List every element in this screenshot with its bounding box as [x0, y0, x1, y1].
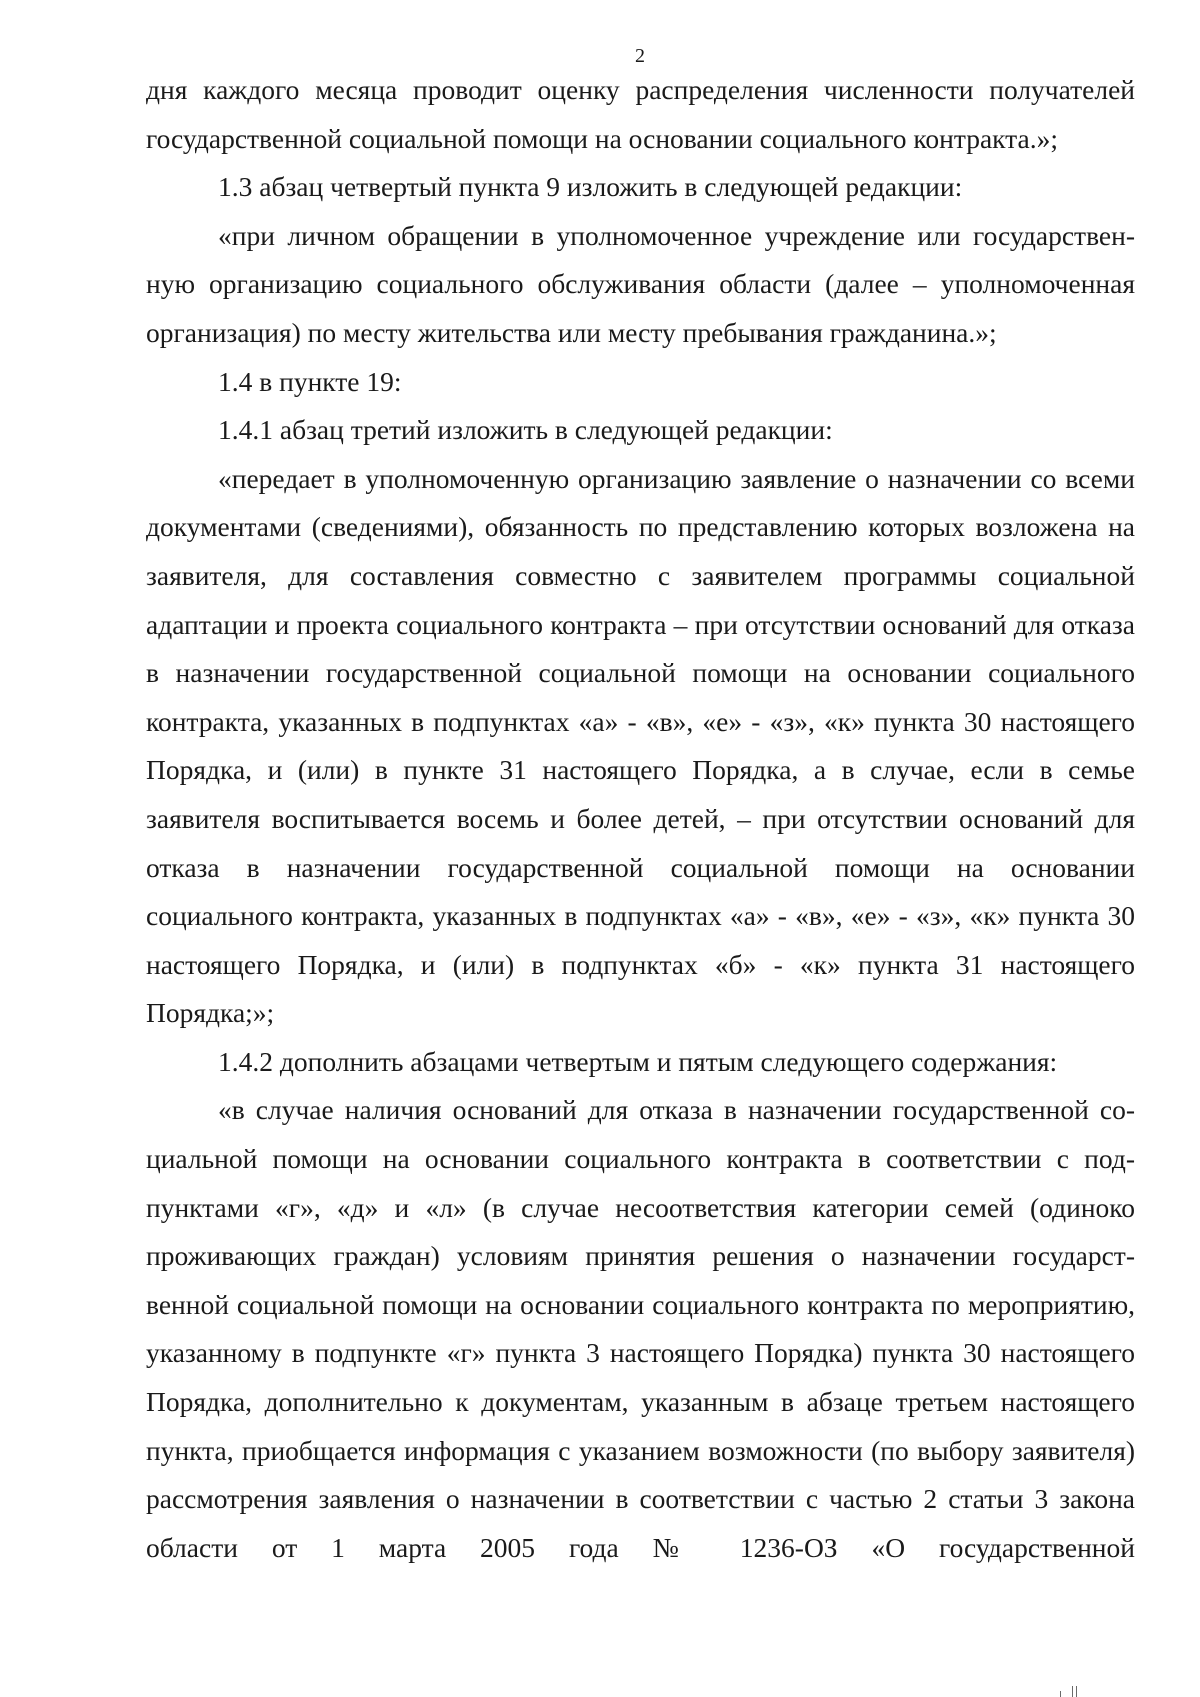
paragraph-continuation: дня каждого месяца проводит оценку распределения численности получателей государственной социальной помощи на основании социального контракта.»;: [146, 74, 1135, 154]
paragraph-1-4-2-quote: «в случае наличия оснований для отказа в назначении государственной социальной помощи на основании социального контракта в соответствии с подпунктами «г», «д» и «л» (в случае несоответствия категории семей (одиноко проживающих граждан) условиям принятия решения о назначении государственной социальной помощи на основании социального контракта по мероприятию, указанному в подпункте «г» пункта 3 настоящего Порядка) пункта 30 настоящего Порядка, дополнительно к документам, указанным в абзаце третьем настоящего пункта, приобщается информация с указанием возможности (по выбору заявителя) рассмотрения заявления о назначении в соответствии с частью 2 статьи 3 закона области от 1 марта 2005 года № 1236-ОЗ «О государственной: [146, 1094, 1135, 1563]
paragraph-1-4-1: 1.4.1 абзац третий изложить в следующей редакции:: [218, 414, 833, 446]
document-body: [146, 66, 1135, 1572]
scan-mark: [1060, 1684, 1084, 1697]
paragraph-1-3-quote: «при личном обращении в уполномоченное учреждение или государственную организацию социального обслуживания области (далее – уполномоченная организация) по месту жительства или месту пребывания гражданина.»;: [146, 219, 1135, 348]
paragraph-1-4: 1.4 в пункте 19:: [218, 365, 402, 397]
page-number: 2: [635, 45, 645, 67]
paragraph-1-3: 1.3 абзац четвертый пункта 9 изложить в следующей редакции:: [218, 171, 963, 203]
paragraph-1-4-1-quote: «передает в уполномоченную организацию заявление о назначении со всеми документами (сведениями), обязанность по представлению которых возложена на заявителя, для составления совместно с заявителем программы социальной адаптации и проекта социального контракта – при отсутствии оснований для отказа в назначении государственной социальной помощи на основании социального контракта, указанных в подпунктах «а» - «в», «е» - «з», «к» пункта 30 настоящего Порядка, и (или) в пункте 31 настоящего Порядка, а в случае, если в семье заявителя воспитывается восемь и более детей, – при отсутствии оснований для отказа в назначении государственной социальной помощи на основании социального контракта, указанных в подпунктах «а» - «в», «е» - «з», «к» пункта 30 настоящего Порядка, и (или) в подпунктах «б» - «к» пункта 31 настоящего Порядка;»;: [146, 462, 1135, 1029]
paragraph-1-4-2: 1.4.2 дополнить абзацами четвертым и пятым следующего содержания:: [218, 1045, 1058, 1077]
